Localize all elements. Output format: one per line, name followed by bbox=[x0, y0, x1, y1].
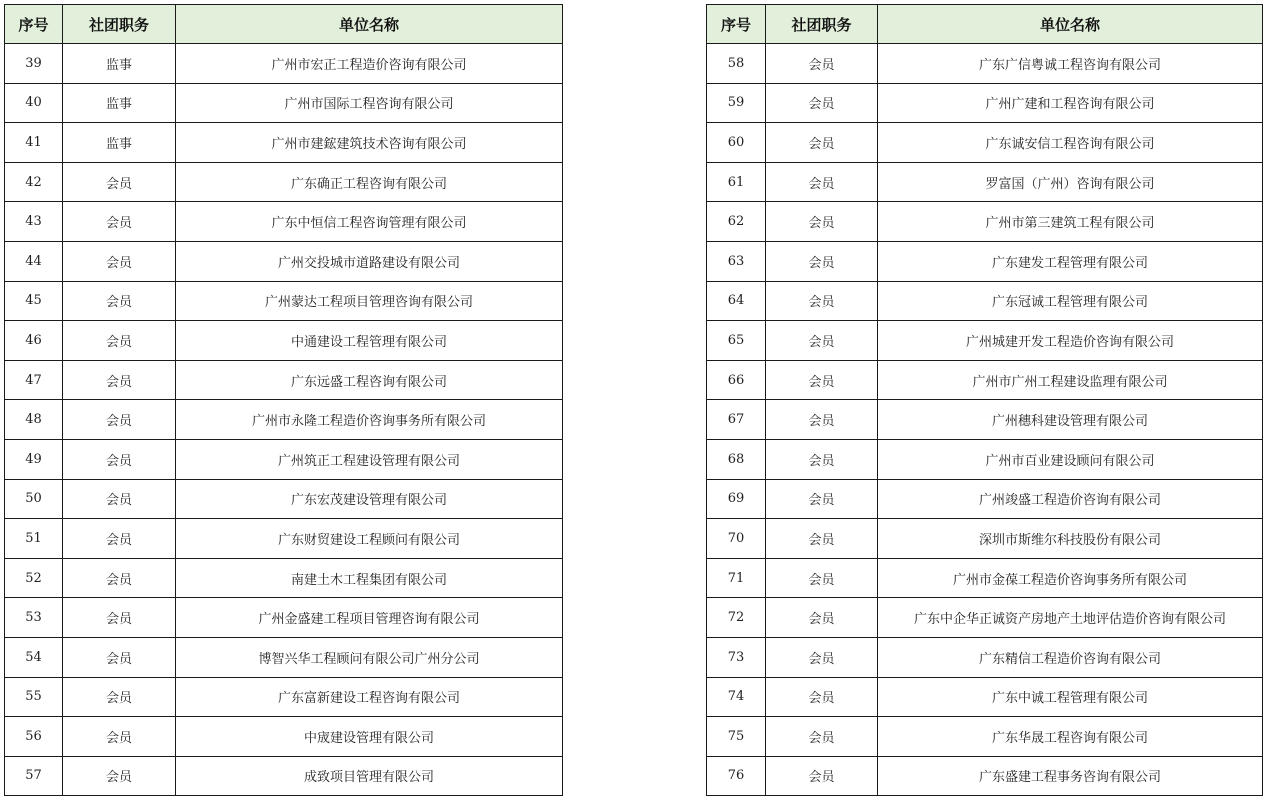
serial-number-cell: 47 bbox=[5, 360, 63, 400]
role-cell: 会员 bbox=[766, 637, 878, 677]
header-organization-name: 单位名称 bbox=[176, 5, 563, 44]
role-cell: 会员 bbox=[766, 479, 878, 519]
role-cell: 会员 bbox=[63, 558, 176, 598]
serial-number-cell: 64 bbox=[707, 281, 766, 321]
role-cell: 会员 bbox=[766, 321, 878, 361]
table-row bbox=[5, 717, 563, 757]
table-row bbox=[5, 598, 563, 638]
serial-number-cell: 63 bbox=[707, 241, 766, 281]
serial-number-cell: 69 bbox=[707, 479, 766, 519]
organization-name-cell: 广东宏茂建设管理有限公司 bbox=[176, 479, 563, 519]
member-table-left bbox=[4, 4, 563, 796]
table-row bbox=[5, 162, 563, 202]
table-row bbox=[707, 83, 1263, 123]
table-row bbox=[5, 241, 563, 281]
role-cell: 会员 bbox=[63, 281, 176, 321]
table-row bbox=[5, 479, 563, 519]
role-cell: 会员 bbox=[63, 162, 176, 202]
serial-number-cell: 45 bbox=[5, 281, 63, 321]
table-row bbox=[707, 162, 1263, 202]
role-cell: 会员 bbox=[766, 558, 878, 598]
organization-name-cell: 广东中企华正诚资产房地产土地评估造价咨询有限公司 bbox=[878, 598, 1263, 638]
organization-name-cell: 中通建设工程管理有限公司 bbox=[176, 321, 563, 361]
header-row bbox=[707, 5, 1263, 44]
table-row bbox=[5, 637, 563, 677]
role-cell: 会员 bbox=[766, 598, 878, 638]
table-row bbox=[707, 360, 1263, 400]
table-row bbox=[707, 637, 1263, 677]
serial-number-cell: 60 bbox=[707, 123, 766, 163]
organization-name-cell: 广东广信粤诚工程咨询有限公司 bbox=[878, 44, 1263, 84]
role-cell: 监事 bbox=[63, 123, 176, 163]
serial-number-cell: 73 bbox=[707, 637, 766, 677]
role-cell: 会员 bbox=[63, 637, 176, 677]
organization-name-cell: 广州市建鋐建筑技术咨询有限公司 bbox=[176, 123, 563, 163]
header-row bbox=[5, 5, 563, 44]
header-organization-name: 单位名称 bbox=[878, 5, 1263, 44]
role-cell: 会员 bbox=[766, 439, 878, 479]
organization-name-cell: 广东财贸建设工程顾问有限公司 bbox=[176, 519, 563, 559]
header-role: 社团职务 bbox=[63, 5, 176, 44]
serial-number-cell: 52 bbox=[5, 558, 63, 598]
table-row bbox=[5, 83, 563, 123]
role-cell: 会员 bbox=[63, 241, 176, 281]
table-row bbox=[5, 202, 563, 242]
serial-number-cell: 67 bbox=[707, 400, 766, 440]
organization-name-cell: 广州筑正工程建设管理有限公司 bbox=[176, 439, 563, 479]
role-cell: 会员 bbox=[766, 44, 878, 84]
table-row bbox=[5, 123, 563, 163]
serial-number-cell: 53 bbox=[5, 598, 63, 638]
organization-name-cell: 广州竣盛工程造价咨询有限公司 bbox=[878, 479, 1263, 519]
member-table-right bbox=[706, 4, 1263, 796]
serial-number-cell: 68 bbox=[707, 439, 766, 479]
serial-number-cell: 56 bbox=[5, 717, 63, 757]
serial-number-cell: 44 bbox=[5, 241, 63, 281]
organization-name-cell: 广东富新建设工程咨询有限公司 bbox=[176, 677, 563, 717]
role-cell: 会员 bbox=[63, 202, 176, 242]
organization-name-cell: 广州市广州工程建设监理有限公司 bbox=[878, 360, 1263, 400]
table-row bbox=[707, 717, 1263, 757]
serial-number-cell: 61 bbox=[707, 162, 766, 202]
role-cell: 会员 bbox=[63, 598, 176, 638]
header-role: 社团职务 bbox=[766, 5, 878, 44]
organization-name-cell: 广东华晟工程咨询有限公司 bbox=[878, 717, 1263, 757]
serial-number-cell: 66 bbox=[707, 360, 766, 400]
serial-number-cell: 57 bbox=[5, 756, 63, 796]
role-cell: 会员 bbox=[766, 756, 878, 796]
organization-name-cell: 广州城建开发工程造价咨询有限公司 bbox=[878, 321, 1263, 361]
serial-number-cell: 75 bbox=[707, 717, 766, 757]
role-cell: 会员 bbox=[766, 400, 878, 440]
role-cell: 会员 bbox=[766, 241, 878, 281]
organization-name-cell: 广州穗科建设管理有限公司 bbox=[878, 400, 1263, 440]
table-row bbox=[707, 123, 1263, 163]
role-cell: 会员 bbox=[63, 717, 176, 757]
table-row bbox=[707, 598, 1263, 638]
table-row bbox=[5, 519, 563, 559]
role-cell: 会员 bbox=[63, 400, 176, 440]
role-cell: 会员 bbox=[766, 281, 878, 321]
serial-number-cell: 42 bbox=[5, 162, 63, 202]
organization-name-cell: 罗富国（广州）咨询有限公司 bbox=[878, 162, 1263, 202]
organization-name-cell: 广州市金葆工程造价咨询事务所有限公司 bbox=[878, 558, 1263, 598]
role-cell: 会员 bbox=[63, 360, 176, 400]
table-row bbox=[707, 281, 1263, 321]
table-row bbox=[707, 479, 1263, 519]
organization-name-cell: 广州交投城市道路建设有限公司 bbox=[176, 241, 563, 281]
serial-number-cell: 72 bbox=[707, 598, 766, 638]
role-cell: 会员 bbox=[766, 83, 878, 123]
table-row bbox=[707, 677, 1263, 717]
table-row bbox=[5, 400, 563, 440]
role-cell: 会员 bbox=[766, 717, 878, 757]
organization-name-cell: 广州广建和工程咨询有限公司 bbox=[878, 83, 1263, 123]
organization-name-cell: 博智兴华工程顾问有限公司广州分公司 bbox=[176, 637, 563, 677]
organization-name-cell: 广东精信工程造价咨询有限公司 bbox=[878, 637, 1263, 677]
serial-number-cell: 50 bbox=[5, 479, 63, 519]
role-cell: 会员 bbox=[63, 439, 176, 479]
role-cell: 监事 bbox=[63, 83, 176, 123]
table-row bbox=[5, 558, 563, 598]
header-serial-number: 序号 bbox=[707, 5, 766, 44]
table-row bbox=[707, 321, 1263, 361]
role-cell: 会员 bbox=[63, 756, 176, 796]
header-serial-number: 序号 bbox=[5, 5, 63, 44]
organization-name-cell: 广州金盛建工程项目管理咨询有限公司 bbox=[176, 598, 563, 638]
organization-name-cell: 广州市宏正工程造价咨询有限公司 bbox=[176, 44, 563, 84]
serial-number-cell: 58 bbox=[707, 44, 766, 84]
role-cell: 会员 bbox=[766, 162, 878, 202]
serial-number-cell: 49 bbox=[5, 439, 63, 479]
serial-number-cell: 59 bbox=[707, 83, 766, 123]
table-row bbox=[707, 558, 1263, 598]
role-cell: 会员 bbox=[766, 202, 878, 242]
organization-name-cell: 广东中恒信工程咨询管理有限公司 bbox=[176, 202, 563, 242]
organization-name-cell: 深圳市斯维尔科技股份有限公司 bbox=[878, 519, 1263, 559]
serial-number-cell: 74 bbox=[707, 677, 766, 717]
serial-number-cell: 55 bbox=[5, 677, 63, 717]
table-row bbox=[707, 202, 1263, 242]
serial-number-cell: 46 bbox=[5, 321, 63, 361]
organization-name-cell: 广东诚安信工程咨询有限公司 bbox=[878, 123, 1263, 163]
organization-name-cell: 广东远盛工程咨询有限公司 bbox=[176, 360, 563, 400]
organization-name-cell: 广东盛建工程事务咨询有限公司 bbox=[878, 756, 1263, 796]
table-row bbox=[5, 281, 563, 321]
serial-number-cell: 54 bbox=[5, 637, 63, 677]
role-cell: 会员 bbox=[63, 677, 176, 717]
table-row bbox=[707, 44, 1263, 84]
organization-name-cell: 广州市国际工程咨询有限公司 bbox=[176, 83, 563, 123]
table-row bbox=[5, 677, 563, 717]
role-cell: 会员 bbox=[63, 519, 176, 559]
organization-name-cell: 广东建发工程管理有限公司 bbox=[878, 241, 1263, 281]
role-cell: 会员 bbox=[766, 123, 878, 163]
serial-number-cell: 71 bbox=[707, 558, 766, 598]
organization-name-cell: 南建土木工程集团有限公司 bbox=[176, 558, 563, 598]
role-cell: 监事 bbox=[63, 44, 176, 84]
table-row bbox=[5, 439, 563, 479]
table-row bbox=[707, 756, 1263, 796]
role-cell: 会员 bbox=[766, 360, 878, 400]
role-cell: 会员 bbox=[766, 677, 878, 717]
table-row bbox=[5, 360, 563, 400]
role-cell: 会员 bbox=[766, 519, 878, 559]
serial-number-cell: 51 bbox=[5, 519, 63, 559]
organization-name-cell: 中宬建设管理有限公司 bbox=[176, 717, 563, 757]
serial-number-cell: 65 bbox=[707, 321, 766, 361]
serial-number-cell: 76 bbox=[707, 756, 766, 796]
role-cell: 会员 bbox=[63, 479, 176, 519]
role-cell: 会员 bbox=[63, 321, 176, 361]
organization-name-cell: 广东中诚工程管理有限公司 bbox=[878, 677, 1263, 717]
serial-number-cell: 48 bbox=[5, 400, 63, 440]
organization-name-cell: 广州市百业建设顾问有限公司 bbox=[878, 439, 1263, 479]
organization-name-cell: 广东冠诚工程管理有限公司 bbox=[878, 281, 1263, 321]
organization-name-cell: 广州市永隆工程造价咨询事务所有限公司 bbox=[176, 400, 563, 440]
serial-number-cell: 41 bbox=[5, 123, 63, 163]
table-row bbox=[5, 321, 563, 361]
organization-name-cell: 广州市第三建筑工程有限公司 bbox=[878, 202, 1263, 242]
organization-name-cell: 广州蒙达工程项目管理咨询有限公司 bbox=[176, 281, 563, 321]
serial-number-cell: 39 bbox=[5, 44, 63, 84]
organization-name-cell: 成致项目管理有限公司 bbox=[176, 756, 563, 796]
serial-number-cell: 62 bbox=[707, 202, 766, 242]
table-row bbox=[5, 44, 563, 84]
table-row bbox=[5, 756, 563, 796]
organization-name-cell: 广东确正工程咨询有限公司 bbox=[176, 162, 563, 202]
table-row bbox=[707, 519, 1263, 559]
serial-number-cell: 43 bbox=[5, 202, 63, 242]
table-row bbox=[707, 439, 1263, 479]
serial-number-cell: 40 bbox=[5, 83, 63, 123]
table-row bbox=[707, 400, 1263, 440]
table-row bbox=[707, 241, 1263, 281]
serial-number-cell: 70 bbox=[707, 519, 766, 559]
